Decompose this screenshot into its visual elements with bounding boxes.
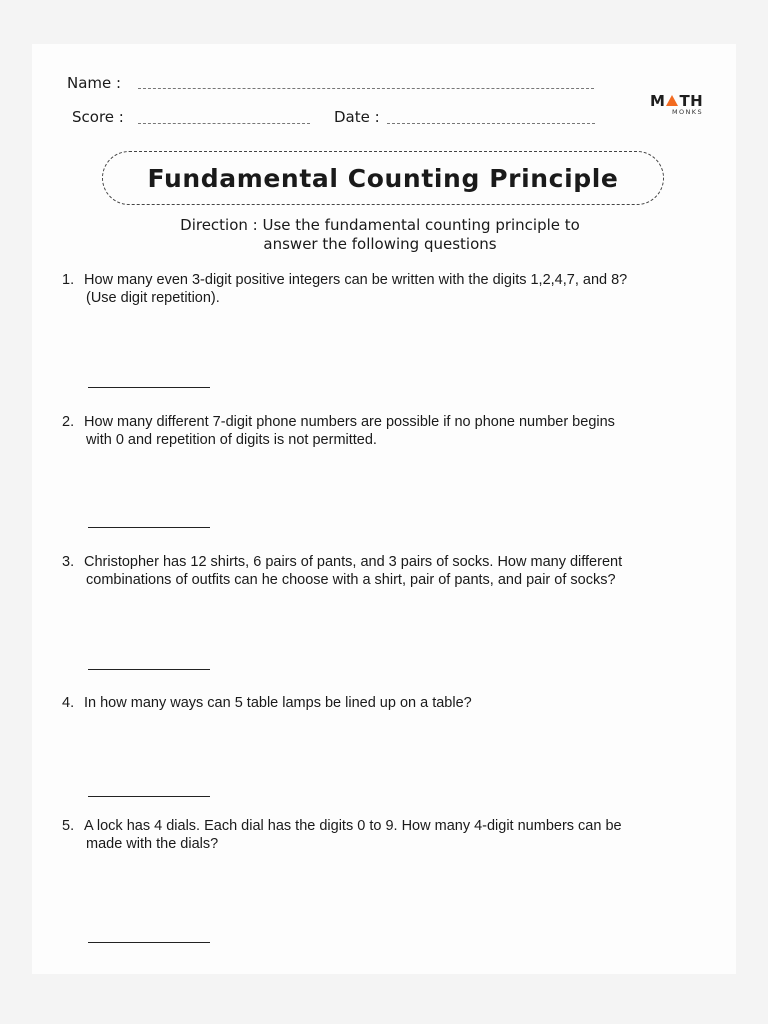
page-title: Fundamental Counting Principle <box>147 163 619 193</box>
question-5 <box>62 817 712 853</box>
answer-line-3[interactable] <box>88 669 210 670</box>
score-field[interactable] <box>138 123 310 124</box>
question-text: A lock has 4 dials. Each dial has the digits 0 to 9. How many 4-digit numbers can be <box>84 818 622 834</box>
name-label: Name : <box>67 74 122 92</box>
question-text: In how many ways can 5 table lamps be lined up on a table? <box>84 695 472 711</box>
question-number: 1. <box>62 272 75 288</box>
question-number: 2. <box>62 414 75 430</box>
question-3 <box>62 553 712 589</box>
logo-word-right: TH <box>679 92 704 110</box>
answer-line-5[interactable] <box>88 942 210 943</box>
answer-line-4[interactable] <box>88 796 210 797</box>
question-2 <box>62 413 712 449</box>
question-text: How many even 3-digit positive integers can be written with the digits 1,2,4,7, and 8? <box>84 272 628 288</box>
question-text: Christopher has 12 shirts, 6 pairs of pants, and 3 pairs of socks. How many different <box>84 554 623 570</box>
question-text-cont: with 0 and repetition of digits is not permitted. <box>86 432 377 448</box>
question-text-cont: combinations of outfits can he choose with a shirt, pair of pants, and pair of socks? <box>86 572 616 588</box>
score-label: Score : <box>72 108 124 126</box>
date-label: Date : <box>334 108 380 126</box>
logo-subtitle: MONKS <box>672 108 703 116</box>
question-number: 3. <box>62 554 75 570</box>
answer-line-1[interactable] <box>88 387 210 388</box>
question-text: How many different 7-digit phone numbers are possible if no phone number begins <box>84 414 615 430</box>
question-text-cont: (Use digit repetition). <box>86 290 220 306</box>
question-number: 4. <box>62 695 75 711</box>
answer-line-2[interactable] <box>88 527 210 528</box>
logo-word-left: M <box>650 92 666 110</box>
direction-text <box>100 216 660 254</box>
name-field[interactable] <box>138 88 594 89</box>
title-banner <box>102 151 664 205</box>
math-monks-logo <box>650 92 706 116</box>
date-field[interactable] <box>387 123 595 124</box>
question-4 <box>62 694 712 712</box>
question-1 <box>62 271 712 307</box>
question-number: 5. <box>62 818 75 834</box>
direction-line-1: Direction : Use the fundamental counting principle to <box>180 216 580 234</box>
question-text-cont: made with the dials? <box>86 836 219 852</box>
logo-triangle-icon <box>666 95 678 106</box>
direction-line-2: answer the following questions <box>263 235 497 253</box>
